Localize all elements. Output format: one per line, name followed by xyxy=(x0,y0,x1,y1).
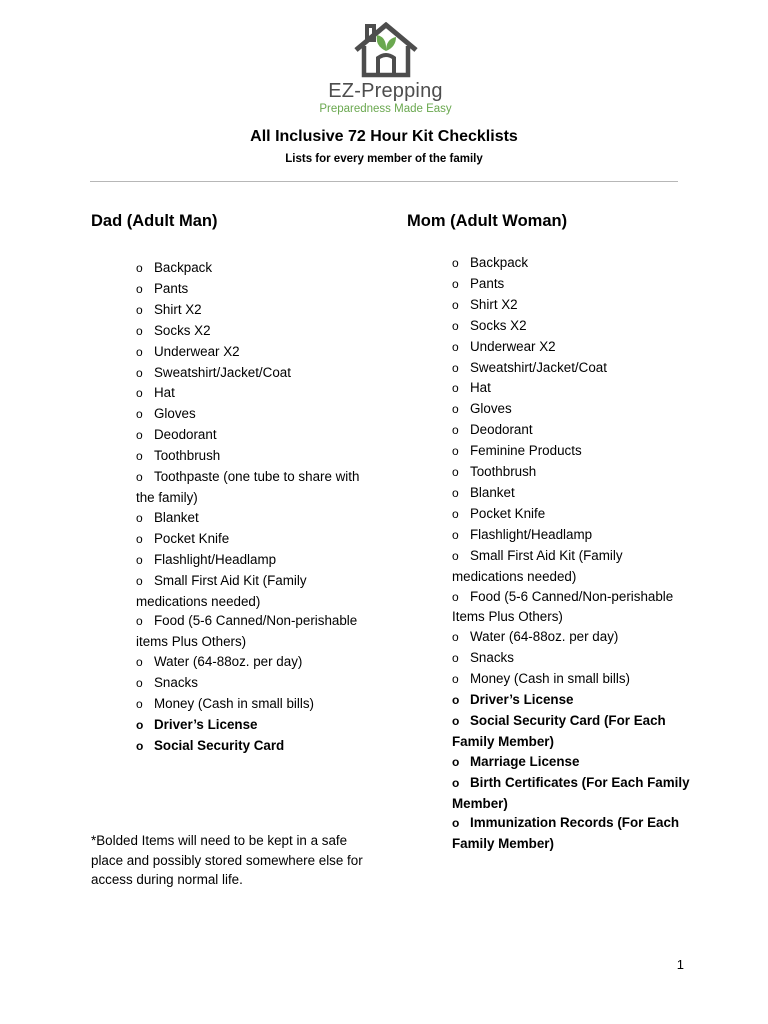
bullet-icon: o xyxy=(136,302,143,317)
checklist-item xyxy=(452,504,692,525)
checklist-item-label: Shirt X2 xyxy=(154,301,202,317)
bullet-icon: o xyxy=(452,381,459,396)
bullet-icon: o xyxy=(452,816,460,831)
bullet-icon: o xyxy=(136,717,144,732)
checklist-item xyxy=(136,300,376,321)
checklist-item-label: Driver’s License xyxy=(154,716,258,732)
checklist-item-label: Sweatshirt/Jacket/Coat xyxy=(470,359,607,375)
bullet-icon: o xyxy=(452,318,459,333)
checklist-item xyxy=(136,611,376,652)
bullet-icon: o xyxy=(452,713,460,728)
checklist-item-label: Blanket xyxy=(154,509,199,525)
bullet-icon: o xyxy=(452,651,459,666)
checklist-item-label: Backpack xyxy=(470,255,529,270)
checklist-item-label: Pants xyxy=(154,280,189,296)
checklist-item xyxy=(452,773,692,814)
checklist-item xyxy=(136,550,376,571)
checklist-item-label: Marriage License xyxy=(470,753,580,769)
checklist-item-label: Social Security Card (For Each Family Member) xyxy=(452,712,666,749)
checklist-item xyxy=(136,321,376,342)
checklist-item xyxy=(452,399,692,420)
bullet-icon: o xyxy=(452,465,459,480)
checklist-item xyxy=(452,752,692,773)
checklist-item-label: Blanket xyxy=(470,484,515,500)
checklist-item-label: Deodorant xyxy=(154,427,217,443)
checklist-item xyxy=(136,425,376,446)
bullet-icon: o xyxy=(136,697,143,712)
checklist-item xyxy=(136,467,376,508)
checklist-item xyxy=(452,546,692,587)
bullet-icon: o xyxy=(452,423,459,438)
checklist-item-label: Flashlight/Headlamp xyxy=(154,551,277,567)
bullet-icon: o xyxy=(136,281,143,296)
checklist-item xyxy=(452,358,692,379)
checklist-item-label: Pocket Knife xyxy=(154,530,230,546)
bullet-icon: o xyxy=(452,693,460,708)
page-number: 1 xyxy=(676,957,684,972)
bullet-icon: o xyxy=(452,402,459,417)
checklist-item-label: Hat xyxy=(154,385,175,401)
checklist-item xyxy=(452,316,692,337)
bullet-icon: o xyxy=(452,672,459,687)
checklist-item-label: Toothbrush xyxy=(470,464,537,480)
checklist-item xyxy=(136,383,376,404)
bullet-icon: o xyxy=(452,339,459,354)
checklist-item xyxy=(452,483,692,504)
checklist-item-label: Gloves xyxy=(470,401,512,417)
checklist-item-label: Social Security Card xyxy=(154,737,285,753)
checklist-item xyxy=(452,253,692,274)
divider xyxy=(90,181,678,182)
checklist-item xyxy=(136,694,376,715)
checklist-item-label: Immunization Records (For Each Family Member) xyxy=(452,815,680,852)
checklist-item xyxy=(452,462,692,483)
bullet-icon: o xyxy=(136,573,143,588)
checklist-item xyxy=(136,404,376,425)
bullet-icon: o xyxy=(452,297,459,312)
checklist-item-label: Food (5-6 Canned/Non-perishable items Plus Others) xyxy=(136,613,358,650)
checklist-item xyxy=(452,441,692,462)
bullet-icon: o xyxy=(136,344,143,359)
brand-tagline: Preparedness Made Easy xyxy=(319,103,452,115)
checklist-item-label: Toothpaste (one tube to share with the family) xyxy=(136,469,360,505)
checklist-item xyxy=(136,736,376,757)
checklist-item xyxy=(136,363,376,384)
checklist-item-label: Flashlight/Headlamp xyxy=(470,526,593,542)
bullet-icon: o xyxy=(136,365,143,380)
checklist-item xyxy=(136,446,376,467)
checklist-item xyxy=(136,342,376,363)
bullet-icon: o xyxy=(136,449,143,464)
footnote: *Bolded Items will need to be kept in a safe place and possibly stored somewhere else for access during normal life. xyxy=(91,833,363,887)
mom-heading: Mom (Adult Woman) xyxy=(407,212,568,230)
bullet-icon: o xyxy=(136,676,143,691)
checklist-item xyxy=(136,652,376,673)
checklist-item-label: Shirt X2 xyxy=(470,296,518,312)
checklist-item-label: Socks X2 xyxy=(154,322,211,338)
checklist-item xyxy=(136,258,376,279)
bullet-icon: o xyxy=(452,360,459,375)
bullet-icon: o xyxy=(136,323,143,338)
checklist-item-label: Food (5-6 Canned/Non-perishable Items Plus Others) xyxy=(452,588,674,625)
checklist-item xyxy=(136,715,376,736)
bullet-icon: o xyxy=(452,256,459,270)
bullet-icon: o xyxy=(452,506,459,521)
checklist-item xyxy=(136,279,376,300)
checklist-item-label: Water (64-88oz. per day) xyxy=(154,654,303,670)
mom-checklist xyxy=(452,253,692,854)
bullet-icon: o xyxy=(452,754,460,769)
checklist-item-label: Sweatshirt/Jacket/Coat xyxy=(154,364,291,380)
brand-logo xyxy=(318,22,453,116)
checklist-item-label: Snacks xyxy=(470,650,514,666)
dad-heading: Dad (Adult Man) xyxy=(91,212,218,230)
checklist-item xyxy=(136,571,376,612)
checklist-item-label: Money (Cash in small bills) xyxy=(470,671,630,687)
checklist-item xyxy=(136,673,376,694)
bullet-icon: o xyxy=(136,386,143,401)
bullet-icon: o xyxy=(452,527,459,542)
bullet-icon: o xyxy=(452,589,459,604)
checklist-item-label: Pocket Knife xyxy=(470,505,546,521)
checklist-item xyxy=(452,420,692,441)
brand-name: EZ-Prepping xyxy=(328,80,443,102)
checklist-item xyxy=(452,274,692,295)
checklist-item xyxy=(452,378,692,399)
checklist-item-label: Small First Aid Kit (Family medications needed) xyxy=(452,547,623,584)
bullet-icon: o xyxy=(136,655,143,670)
checklist-item xyxy=(452,648,692,669)
page-subtitle: Lists for every member of the family xyxy=(285,153,483,165)
bullet-icon: o xyxy=(452,444,459,459)
bullet-icon: o xyxy=(136,261,143,275)
bullet-icon: o xyxy=(136,614,143,629)
checklist-item-label: Deodorant xyxy=(470,422,533,438)
checklist-item xyxy=(136,508,376,529)
checklist-item-label: Pants xyxy=(470,275,505,291)
bullet-icon: o xyxy=(136,738,144,753)
bullet-icon: o xyxy=(136,552,143,567)
house-with-leaf-icon xyxy=(353,22,419,78)
checklist-item-label: Money (Cash in small bills) xyxy=(154,696,314,712)
checklist-item xyxy=(452,525,692,546)
checklist-item xyxy=(452,627,692,648)
bullet-icon: o xyxy=(136,510,143,525)
checklist-item-label: Birth Certificates (For Each Family Member) xyxy=(452,774,690,811)
checklist-item-label: Gloves xyxy=(154,406,196,422)
checklist-item-label: Toothbrush xyxy=(154,448,221,464)
page-title: All Inclusive 72 Hour Kit Checklists xyxy=(250,128,518,145)
checklist-item-label: Hat xyxy=(470,380,491,396)
checklist-item-label: Driver’s License xyxy=(470,692,574,708)
checklist-item xyxy=(136,529,376,550)
checklist-item-label: Small First Aid Kit (Family medications needed) xyxy=(136,572,307,609)
checklist-item-label: Socks X2 xyxy=(470,317,527,333)
checklist-item xyxy=(452,669,692,690)
bullet-icon: o xyxy=(452,276,459,291)
checklist-item-label: Underwear X2 xyxy=(470,338,556,354)
bullet-icon: o xyxy=(136,531,143,546)
checklist-item xyxy=(452,690,692,711)
bullet-icon: o xyxy=(136,470,143,485)
checklist-item-label: Water (64-88oz. per day) xyxy=(470,629,619,645)
bullet-icon: o xyxy=(452,485,459,500)
checklist-item xyxy=(452,587,692,628)
checklist-item xyxy=(452,295,692,316)
bullet-icon: o xyxy=(136,428,143,443)
dad-checklist xyxy=(136,258,376,757)
checklist-item xyxy=(452,711,692,752)
bullet-icon: o xyxy=(452,775,460,790)
bullet-icon: o xyxy=(452,548,459,563)
checklist-item-label: Snacks xyxy=(154,675,198,691)
checklist-item-label: Backpack xyxy=(154,260,213,275)
bullet-icon: o xyxy=(452,630,459,645)
checklist-item xyxy=(452,337,692,358)
checklist-item xyxy=(452,813,692,854)
checklist-item-label: Underwear X2 xyxy=(154,343,240,359)
checklist-item-label: Feminine Products xyxy=(470,443,582,459)
bullet-icon: o xyxy=(136,407,143,422)
